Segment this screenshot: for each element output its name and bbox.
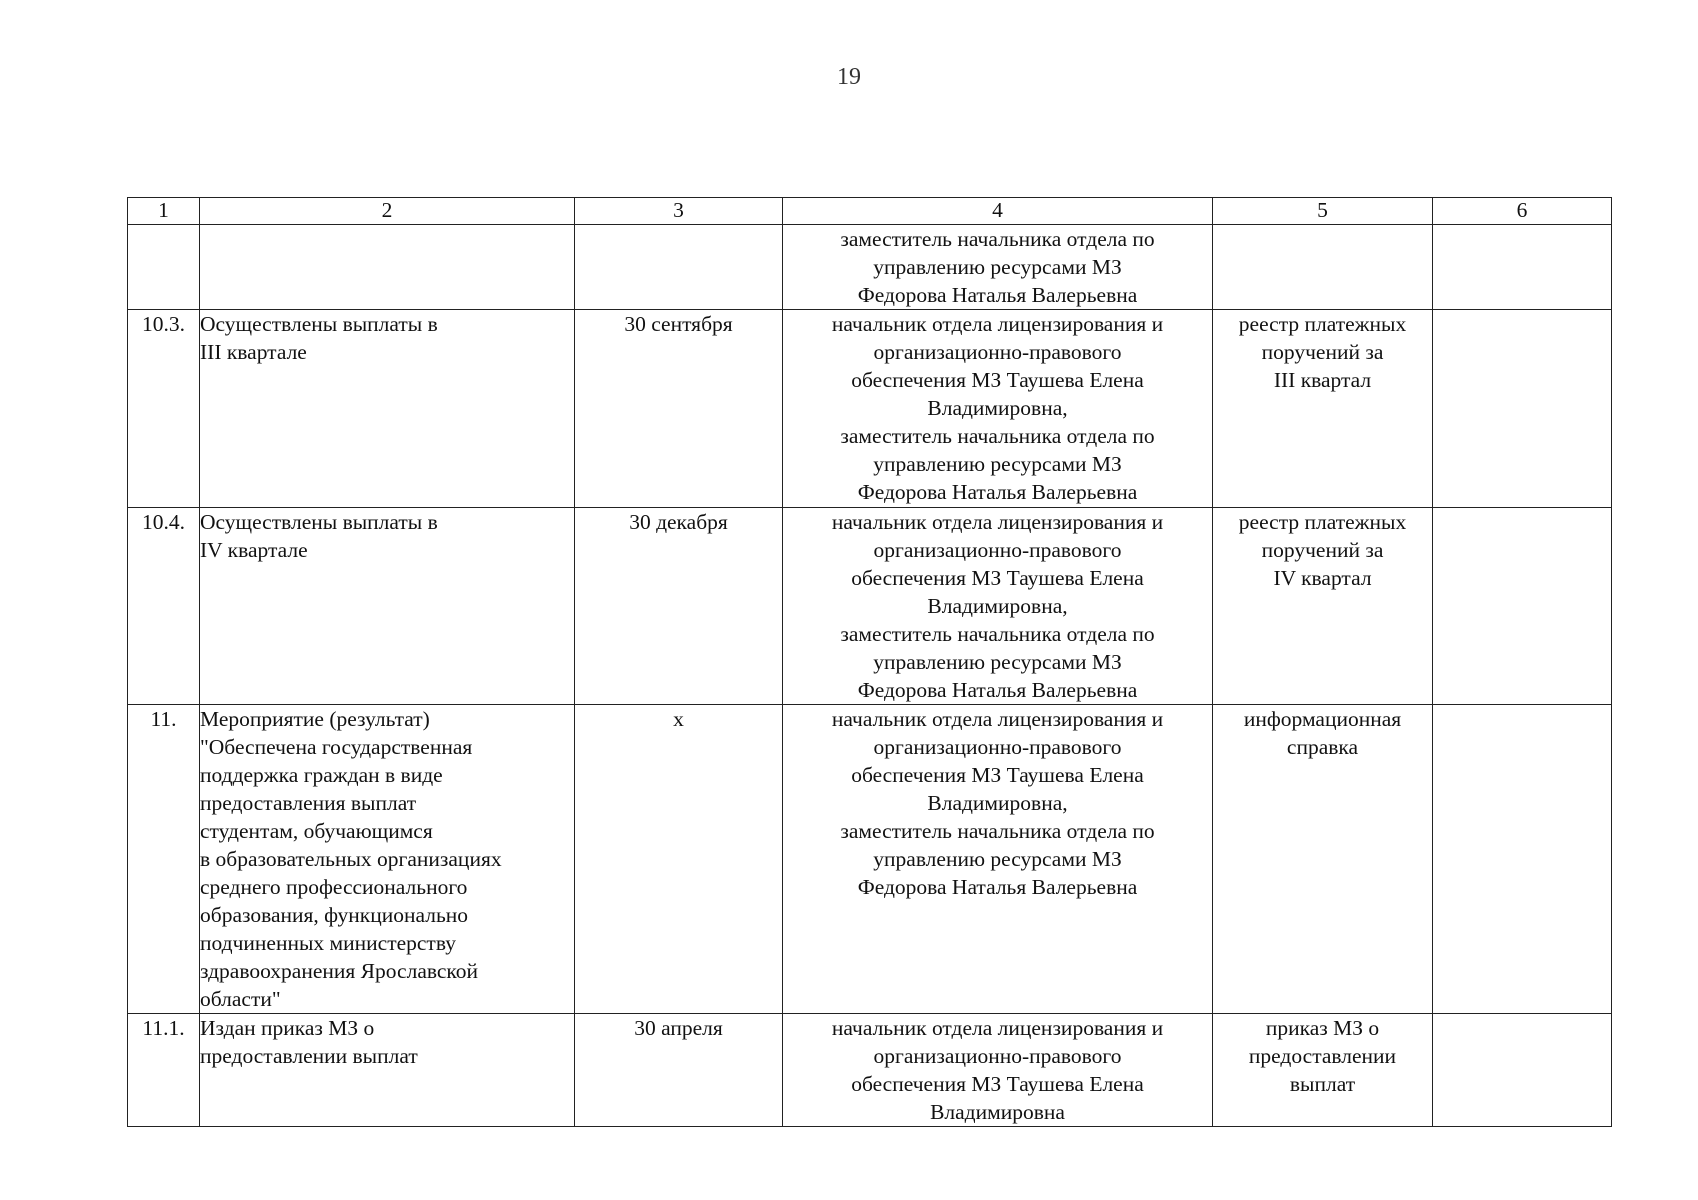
responsible-line: заместитель начальника отдела по bbox=[840, 819, 1155, 843]
responsible-line: Владимировна bbox=[930, 1100, 1065, 1124]
responsible-line: организационно-правового bbox=[873, 735, 1122, 759]
responsible-line: Владимировна, bbox=[927, 594, 1068, 618]
responsible-line: начальник отдела лицензирования и bbox=[831, 707, 1164, 731]
responsible-line: Владимировна, bbox=[927, 791, 1068, 815]
responsible-line: Федорова Наталья Валерьевна bbox=[857, 678, 1138, 702]
activity-name-line: Осуществлены выплаты в bbox=[200, 510, 438, 534]
activity-name-line: III квартале bbox=[200, 340, 307, 364]
activity-name-line: предоставления выплат bbox=[200, 791, 417, 815]
deadline-cell bbox=[575, 225, 783, 310]
column-6-cell bbox=[1433, 705, 1612, 1014]
activity-name-line: IV квартале bbox=[200, 538, 308, 562]
responsible-line: организационно-правового bbox=[873, 340, 1122, 364]
responsible-cell bbox=[783, 705, 1213, 1014]
table-row bbox=[128, 705, 1612, 1014]
document-cell bbox=[1213, 1014, 1433, 1127]
activity-name-line: области" bbox=[200, 987, 281, 1011]
activity-name-cell bbox=[200, 508, 575, 705]
document-line: справка bbox=[1286, 735, 1359, 759]
responsible-line: заместитель начальника отдела по bbox=[840, 622, 1155, 646]
responsible-line: управлению ресурсами МЗ bbox=[873, 452, 1122, 476]
activity-name-line: Мероприятие (результат) bbox=[200, 707, 430, 731]
responsible-line: обеспечения МЗ Таушева Елена bbox=[851, 368, 1144, 392]
document-line: выплат bbox=[1289, 1072, 1356, 1096]
responsible-line: управлению ресурсами МЗ bbox=[873, 847, 1122, 871]
row-number-cell: 10.3. bbox=[128, 310, 200, 508]
responsible-line: организационно-правового bbox=[873, 1044, 1122, 1068]
responsible-line: заместитель начальника отдела по bbox=[840, 227, 1155, 251]
row-number-cell: 10.4. bbox=[128, 508, 200, 705]
deadline-cell: 30 сентября bbox=[575, 310, 783, 508]
column-6-cell bbox=[1433, 310, 1612, 508]
table-row bbox=[128, 310, 1612, 508]
responsible-line: Федорова Наталья Валерьевна bbox=[857, 875, 1138, 899]
responsible-line: управлению ресурсами МЗ bbox=[873, 650, 1122, 674]
document-cell bbox=[1213, 310, 1433, 508]
document-line: предоставлении bbox=[1248, 1044, 1397, 1068]
column-6-cell bbox=[1433, 1014, 1612, 1127]
deadline-cell: х bbox=[575, 705, 783, 1014]
activity-name-cell bbox=[200, 705, 575, 1014]
document-cell bbox=[1213, 705, 1433, 1014]
document-line: IV квартал bbox=[1273, 566, 1372, 590]
table-row bbox=[128, 1014, 1612, 1127]
activity-name-cell bbox=[200, 225, 575, 310]
document-line: информационная bbox=[1243, 707, 1402, 731]
page-number: 19 bbox=[837, 64, 861, 90]
column-header-2: 2 bbox=[200, 198, 575, 225]
responsible-line: Владимировна, bbox=[927, 396, 1068, 420]
activity-name-line: предоставлении выплат bbox=[200, 1044, 418, 1068]
activity-name-line: Осуществлены выплаты в bbox=[200, 312, 438, 336]
activity-name-line: в образовательных организациях bbox=[200, 847, 502, 871]
responsible-cell bbox=[783, 225, 1213, 310]
activity-name-line: поддержка граждан в виде bbox=[200, 763, 443, 787]
document-line: поручений за bbox=[1261, 340, 1384, 364]
deadline-cell: 30 апреля bbox=[575, 1014, 783, 1127]
column-header-1: 1 bbox=[128, 198, 200, 225]
document-line: реестр платежных bbox=[1238, 312, 1407, 336]
document-line: реестр платежных bbox=[1238, 510, 1407, 534]
responsible-line: управлению ресурсами МЗ bbox=[873, 255, 1122, 279]
column-header-5: 5 bbox=[1213, 198, 1433, 225]
column-header-3: 3 bbox=[575, 198, 783, 225]
responsible-line: обеспечения МЗ Таушева Елена bbox=[851, 763, 1144, 787]
activity-name-line: среднего профессионального bbox=[200, 875, 468, 899]
row-number-cell: 11.1. bbox=[128, 1014, 200, 1127]
document-line: III квартал bbox=[1273, 368, 1372, 392]
responsible-line: обеспечения МЗ Таушева Елена bbox=[851, 1072, 1144, 1096]
responsible-line: начальник отдела лицензирования и bbox=[831, 510, 1164, 534]
responsible-line: Федорова Наталья Валерьевна bbox=[857, 480, 1138, 504]
responsible-line: заместитель начальника отдела по bbox=[840, 424, 1155, 448]
table-header-row bbox=[128, 198, 1612, 225]
column-6-cell bbox=[1433, 225, 1612, 310]
responsible-line: обеспечения МЗ Таушева Елена bbox=[851, 566, 1144, 590]
responsible-line: организационно-правового bbox=[873, 538, 1122, 562]
responsible-line: Федорова Наталья Валерьевна bbox=[857, 283, 1138, 307]
document-cell bbox=[1213, 508, 1433, 705]
row-number-cell: 11. bbox=[128, 705, 200, 1014]
column-header-4: 4 bbox=[783, 198, 1213, 225]
responsible-cell bbox=[783, 310, 1213, 508]
table-row bbox=[128, 225, 1612, 310]
plan-table bbox=[127, 197, 1612, 1127]
responsible-cell bbox=[783, 1014, 1213, 1127]
activity-name-line: подчиненных министерству bbox=[200, 931, 456, 955]
row-number-cell bbox=[128, 225, 200, 310]
responsible-cell bbox=[783, 508, 1213, 705]
responsible-line: начальник отдела лицензирования и bbox=[831, 1016, 1164, 1040]
activity-name-line: студентам, обучающимся bbox=[200, 819, 433, 843]
activity-name-cell bbox=[200, 310, 575, 508]
deadline-cell: 30 декабря bbox=[575, 508, 783, 705]
table-row bbox=[128, 508, 1612, 705]
table-body bbox=[128, 225, 1612, 1127]
activity-name-line: образования, функционально bbox=[200, 903, 469, 927]
activity-name-cell bbox=[200, 1014, 575, 1127]
activity-name-line: Издан приказ МЗ о bbox=[200, 1016, 375, 1040]
column-header-6: 6 bbox=[1433, 198, 1612, 225]
document-cell bbox=[1213, 225, 1433, 310]
document-line: приказ МЗ о bbox=[1265, 1016, 1380, 1040]
document-line: поручений за bbox=[1261, 538, 1384, 562]
activity-name-line: "Обеспечена государственная bbox=[200, 735, 473, 759]
column-6-cell bbox=[1433, 508, 1612, 705]
responsible-line: начальник отдела лицензирования и bbox=[831, 312, 1164, 336]
activity-name-line: здравоохранения Ярославской bbox=[200, 959, 479, 983]
